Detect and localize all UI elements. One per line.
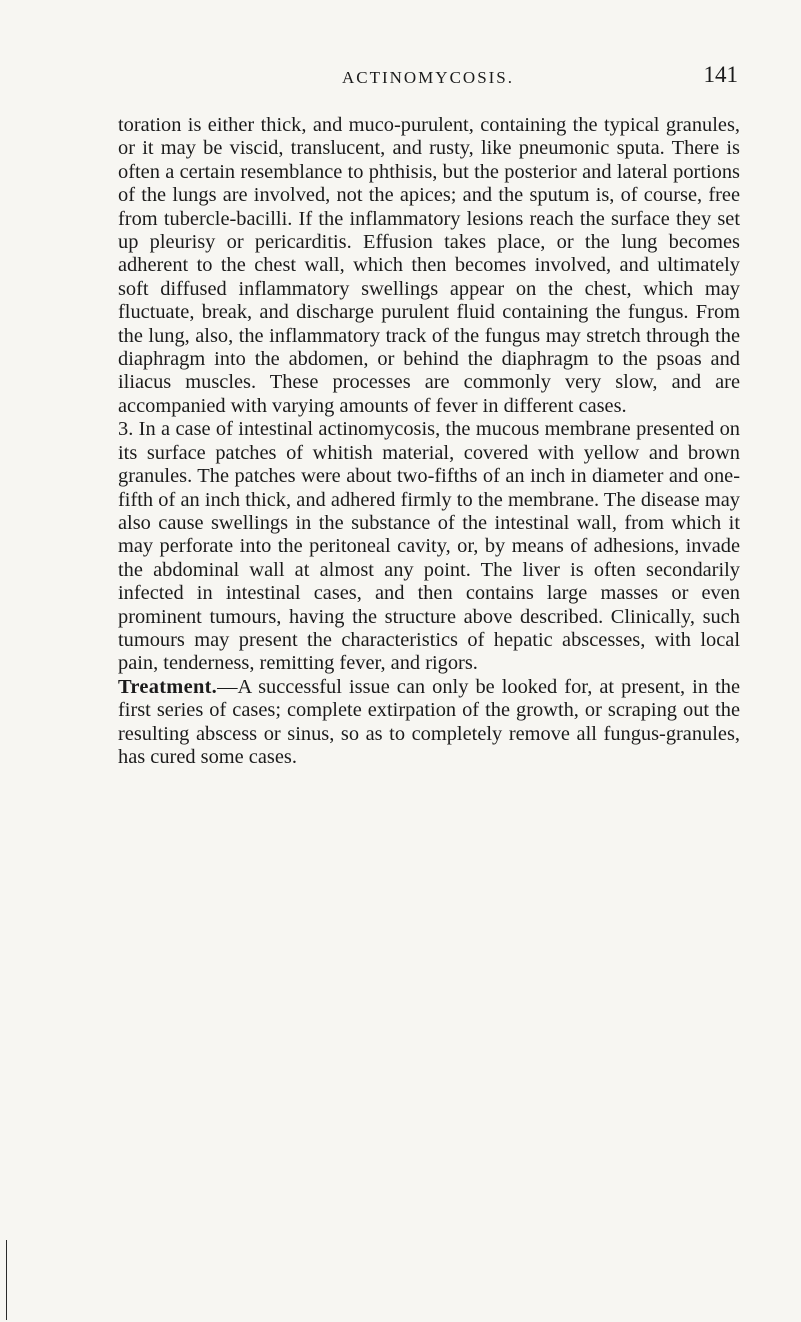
page-number: 141	[703, 62, 738, 87]
paragraph-intestinal-case: 3. In a case of intestinal actinomycosis, the mucous membrane presented on its surface patches of whitish material, covered with yellow and brown granules. The patches were about two-fifths of an inch in diameter and one-fifth of an inch thick, and adhered firmly to the membrane. The disease may also cause swellings in the substance of the intestinal wall, from which it may perforate into the peritoneal cavity, or, by means of adhesions, invade the abdominal wall at almost any point. The liver is often secondarily infected in intestinal cases, and then contains large masses or even prominent tumours, having the structure above described. Clinically, such tumours may present the characteristics of hepatic abscesses, with local pain, tenderness, remitting fever, and rigors.	[118, 418, 740, 675]
paragraph-lung-symptoms: toration is either thick, and muco-purulent, containing the typical granules, or it may be viscid, translucent, and rusty, like pneumonic sputa. There is often a certain resemblance to phthisis, but the posterior and lateral portions of the lungs are involved, not the apices; and the sputum is, of course, free from tubercle-bacilli. If the inflammatory lesions reach the surface they set up pleurisy or pericarditis. Effusion takes place, or the lung becomes adherent to the chest wall, which then becomes involved, and ultimately soft diffused inflammatory swellings appear on the chest, which may fluctuate, break, and discharge purulent fluid containing the fungus. From the lung, also, the inflammatory track of the fungus may stretch through the diaphragm into the abdomen, or behind the diaphragm to the psoas and iliacus muscles. These processes are commonly very slow, and are accompanied with varying amounts of fever in different cases.	[118, 114, 740, 417]
main-text	[118, 114, 740, 769]
paragraph-treatment	[118, 676, 740, 770]
running-head	[118, 62, 738, 98]
treatment-text: —A successful issue can only be looked for, at present, in the first series of cases; complete extirpation of the growth, or scraping out the resulting abscess or sinus, so as to completely remove all fungus-granules, has cured some cases.	[118, 675, 740, 768]
treatment-heading: Treatment.	[118, 675, 218, 698]
page-edge-mark	[6, 1240, 7, 1320]
running-title: ACTINOMYCOSIS.	[341, 68, 515, 87]
